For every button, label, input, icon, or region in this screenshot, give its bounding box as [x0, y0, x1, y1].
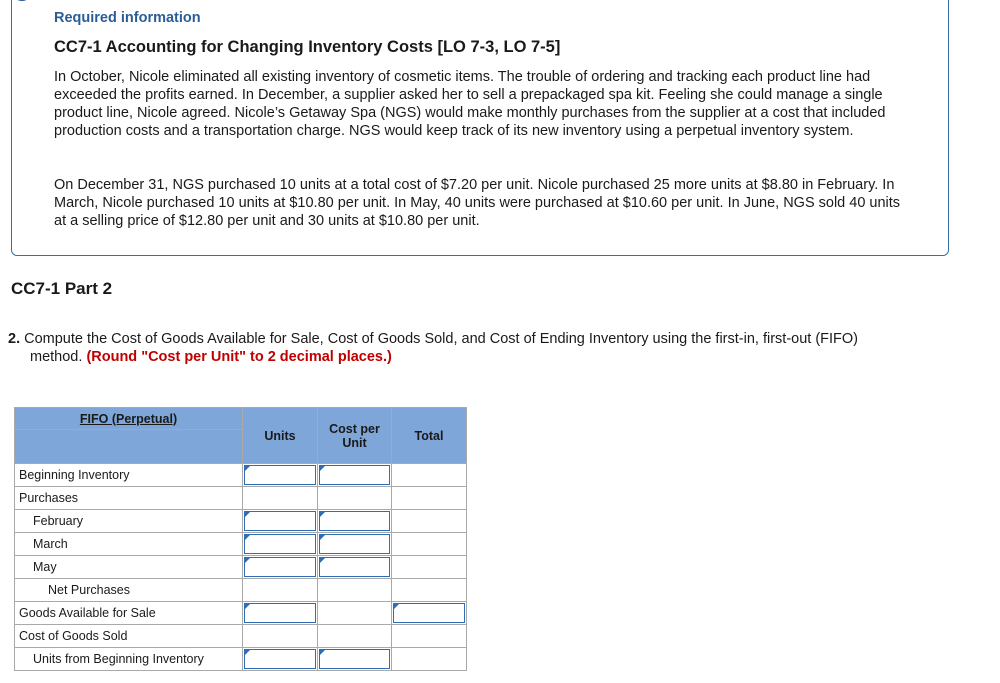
may-units-input[interactable]	[244, 557, 316, 577]
fifo-title-cell	[15, 408, 243, 430]
table-row	[15, 556, 467, 579]
goods-available-units-input[interactable]	[244, 603, 316, 623]
february-cost-input[interactable]	[319, 511, 390, 531]
case-title: CC7-1 Accounting for Changing Inventory Costs [LO 7-3, LO 7-5]	[54, 38, 561, 56]
info-badge-icon	[12, 0, 32, 1]
table-row	[15, 602, 467, 625]
row-label-goods-available: Goods Available for Sale	[15, 602, 243, 625]
march-units-input[interactable]	[244, 534, 316, 554]
may-cost-input[interactable]	[319, 557, 390, 577]
rounding-note: (Round "Cost per Unit" to 2 decimal places.)	[86, 349, 392, 365]
units-header: Units	[243, 408, 318, 464]
february-units-input[interactable]	[244, 511, 316, 531]
table-row	[15, 533, 467, 556]
question-text	[8, 330, 968, 366]
info-paragraph-1: In October, Nicole eliminated all existing inventory of cosmetic items. The trouble of ordering and tracking each product line had exceeded the profits earned. In December, a supplier asked her to sell a prepackaged spa kit. Feeling she could manage a single product line, Nicole agreed. Nicole’s Getaway Spa (NGS) would make monthly purchases from the supplier at a cost that included production costs and a transportation charge. NGS would keep track of its new inventory using a perpetual inventory system.	[54, 69, 886, 139]
row-label-february: February	[15, 510, 243, 533]
table-row	[15, 510, 467, 533]
may-total-cell	[392, 556, 467, 579]
march-total-cell	[392, 533, 467, 556]
row-label-purchases: Purchases	[15, 487, 243, 510]
required-info-label: Required information	[54, 10, 201, 26]
question-line-2: method. (Round "Cost per Unit" to 2 decimal places.)	[30, 349, 392, 365]
goods-available-total-input[interactable]	[393, 603, 465, 623]
header-spacer	[15, 430, 243, 464]
goods-available-cost-cell	[318, 602, 392, 625]
question-number: 2.	[8, 331, 21, 347]
units-from-beginning-units-input[interactable]	[244, 649, 316, 669]
total-header: Total	[392, 408, 467, 464]
units-from-beginning-total-cell	[392, 648, 467, 671]
fifo-title: FIFO (Perpetual)	[79, 411, 178, 426]
table-row	[15, 648, 467, 671]
table-row	[15, 579, 467, 602]
march-cost-input[interactable]	[319, 534, 390, 554]
question-line-1: Compute the Cost of Goods Available for Sale, Cost of Goods Sold, and Cost of Ending Inventory using the first-in, first-out (FIFO)	[24, 331, 859, 347]
row-label-beginning-inventory: Beginning Inventory	[15, 464, 243, 487]
row-label-units-from-beginning: Units from Beginning Inventory	[15, 648, 243, 671]
part-title: CC7-1 Part 2	[11, 279, 113, 298]
row-label-cost-of-goods-sold: Cost of Goods Sold	[15, 625, 243, 648]
row-label-net-purchases: Net Purchases	[15, 579, 243, 602]
beginning-total-cell	[392, 464, 467, 487]
table-row	[15, 464, 467, 487]
units-from-beginning-cost-input[interactable]	[319, 649, 390, 669]
row-label-march: March	[15, 533, 243, 556]
beginning-cost-input[interactable]	[319, 465, 390, 485]
cost-per-unit-header: Cost per Unit	[318, 408, 392, 464]
table-row	[15, 487, 467, 510]
info-paragraph-2: On December 31, NGS purchased 10 units at a total cost of $7.20 per unit. Nicole purchased 25 more units at $8.80 in February. In March, Nicole purchased 10 units at $10.80 per unit. In May, 40 units were purchased at $10.60 per unit. In June, NGS sold 40 units at a selling price of $12.80 per unit and 30 units at $10.80 per unit.	[54, 177, 901, 229]
february-total-cell	[392, 510, 467, 533]
row-label-may: May	[15, 556, 243, 579]
beginning-units-input[interactable]	[244, 465, 316, 485]
table-row	[15, 625, 467, 648]
fifo-table	[14, 407, 467, 671]
